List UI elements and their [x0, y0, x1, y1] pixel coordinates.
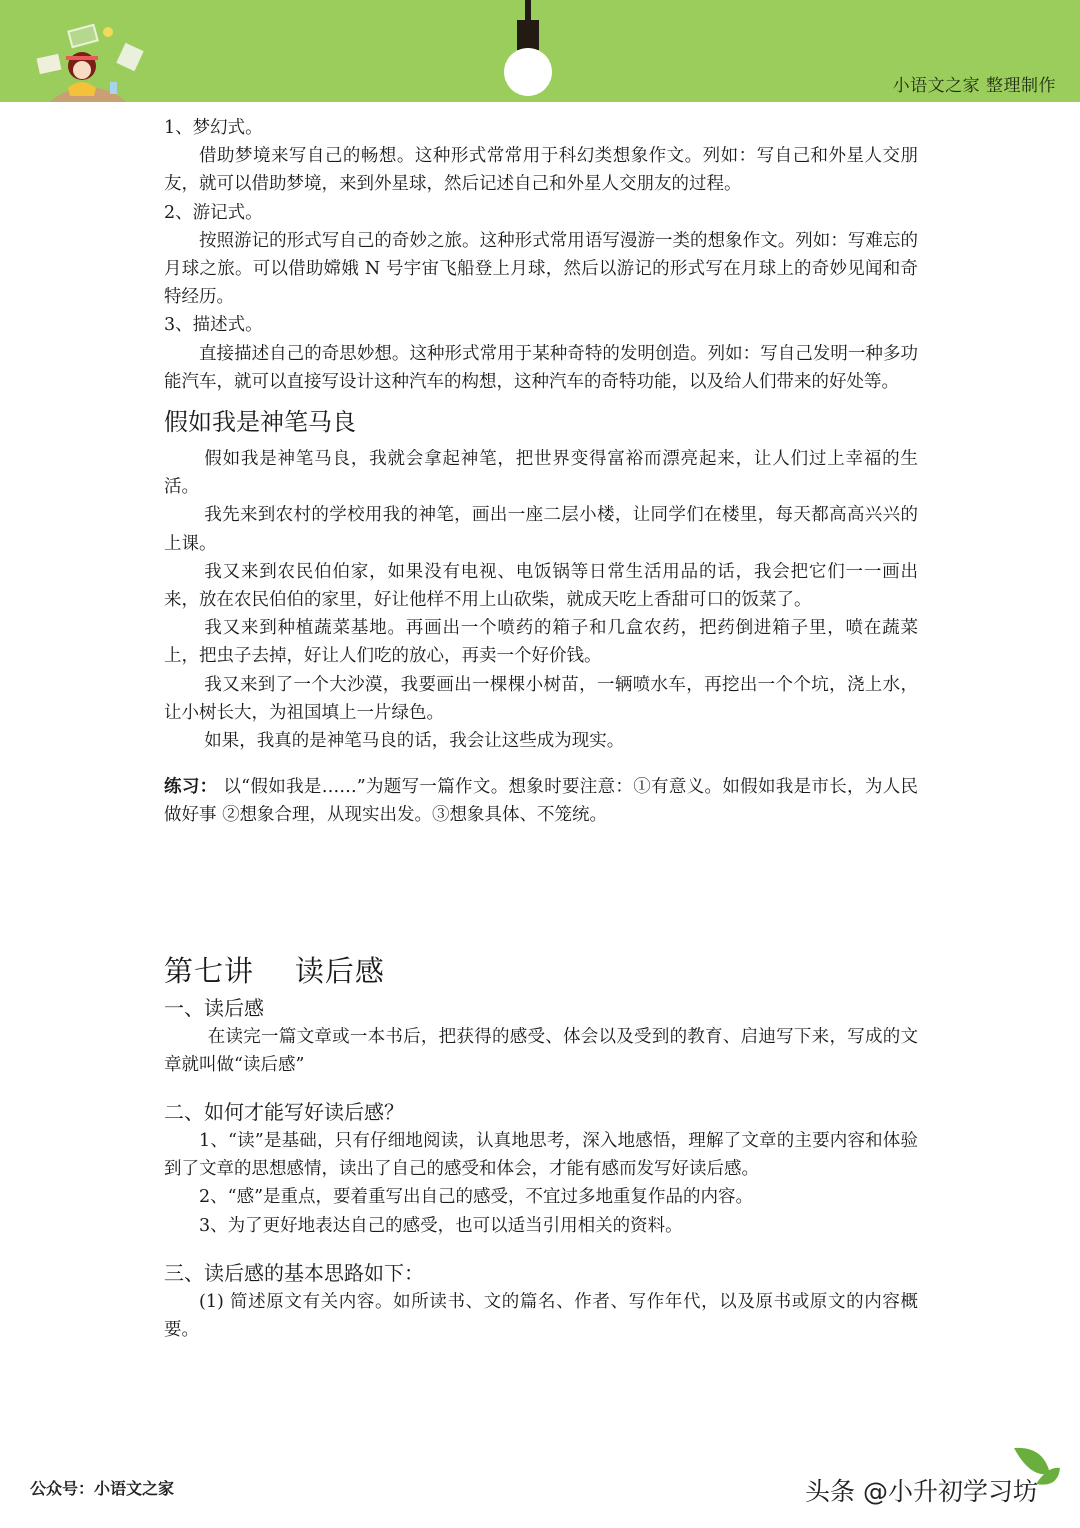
header-credit: 小语文之家 整理制作 — [892, 76, 1056, 96]
essay-paragraph: 我又来到农民伯伯家，如果没有电视、电饭锅等日常生活用品的话，我会把它们一一画出来，放在农民伯伯的家里，好让他样不用上山砍柴，就成天吃上香甜可口的饭菜了。 — [164, 561, 918, 611]
section-paragraph: (1) 简述原文有关内容。如所读书、文的篇名、作者、写作年代，以及原书或原文的内容概要。 — [164, 1291, 918, 1341]
section-paragraph: 在读完一篇文章或一本书后，把获得的感受、体会以及受到的教育、启迪写下来，写成的文章就叫做“读后感” — [164, 1026, 918, 1075]
light-bulb-icon — [502, 0, 554, 98]
essay-paragraph: 我先来到农村的学校用我的神笔，画出一座二层小楼，让同学们在楼里，每天都高高兴兴的上课。 — [164, 505, 918, 554]
exercise-prompt — [164, 773, 918, 829]
section-paragraph: 3、为了更好地表达自己的感受，也可以适当引用相关的资料。 — [199, 1215, 683, 1236]
essay-paragraph: 我又来到种植蔬菜基地。再画出一个喷药的箱子和几盒农药，把药倒进箱子里，喷在蔬菜上，把虫子去掉，好让人们吃的放心，再卖一个好价钱。 — [164, 618, 918, 667]
form-label: 2、游记式。 — [164, 202, 263, 223]
section-heading: 二、如何才能写好读后感？ — [164, 1100, 404, 1125]
student-cartoon-icon — [28, 18, 148, 102]
watermark: 头条 @小升初学习坊 — [805, 1477, 1038, 1506]
form-body: 直接描述自己的奇思妙想。这种形式常用于某种奇特的发明创造。列如：写自己发明一种多功能汽车，就可以直接写设计这种汽车的构想，这种汽车的奇特功能，以及给人们带来的好处等。 — [164, 343, 918, 392]
exercise-label: 练习： — [164, 777, 218, 798]
exercise-text: 以“假如我是……”为题写一篇作文。想象时要注意：①有意义。如假如我是市长，为人民做好事 ②想象合理，从现实出发。③想象具体、不笼统。 — [164, 777, 919, 826]
footer-account-label: 公众号：小语文之家 — [30, 1479, 175, 1498]
header-banner — [0, 0, 1080, 102]
section-heading: 三、读后感的基本思路如下： — [164, 1260, 424, 1285]
section-paragraph: 2、“感”是重点，要着重写出自己的感受，不宜过多地重复作品的内容。 — [199, 1187, 754, 1208]
essay-paragraph: 如果，我真的是神笔马良的话，我会让这些成为现实。 — [204, 731, 625, 752]
imagination-forms-section — [164, 114, 918, 396]
lecture-title: 第七讲 读后感 — [164, 953, 385, 988]
form-body: 按照游记的形式写自己的奇妙之旅。这种形式常用语写漫游一类的想象作文。列如：写难忘的月球之旅。可以借助嫦娥 N 号宇宙飞船登上月球，然后以游记的形式写在月球上的奇妙见闻和奇特经历。 — [164, 230, 918, 308]
section-paragraph: 1、“读”是基础，只有仔细地阅读，认真地思考，深入地感悟，理解了文章的主要内容和体验到了文章的思想感情，读出了自己的感受和体会，才能有感而发写好读后感。 — [164, 1131, 918, 1180]
form-body: 借助梦境来写自己的畅想。这种形式常常用于科幻类想象作文。列如：写自己和外星人交朋友，就可以借助梦境，来到外星球，然后记述自己和外星人交朋友的过程。 — [164, 146, 918, 195]
essay-paragraph: 我又来到了一个大沙漠，我要画出一棵棵小树苗，一辆喷水车，再挖出一个个坑，浇上水，让小树长大，为祖国填上一片绿色。 — [164, 674, 918, 723]
form-label: 3、描述式。 — [164, 315, 263, 336]
section-heading: 一、读后感 — [164, 995, 264, 1020]
document-body — [164, 114, 918, 1344]
essay-title: 假如我是神笔马良 — [164, 408, 356, 437]
sample-essay — [164, 405, 918, 755]
essay-paragraph: 假如我是神笔马良，我就会拿起神笔，把世界变得富裕而漂亮起来，让人们过上幸福的生活。 — [164, 449, 918, 498]
form-label: 1、梦幻式。 — [164, 118, 263, 138]
